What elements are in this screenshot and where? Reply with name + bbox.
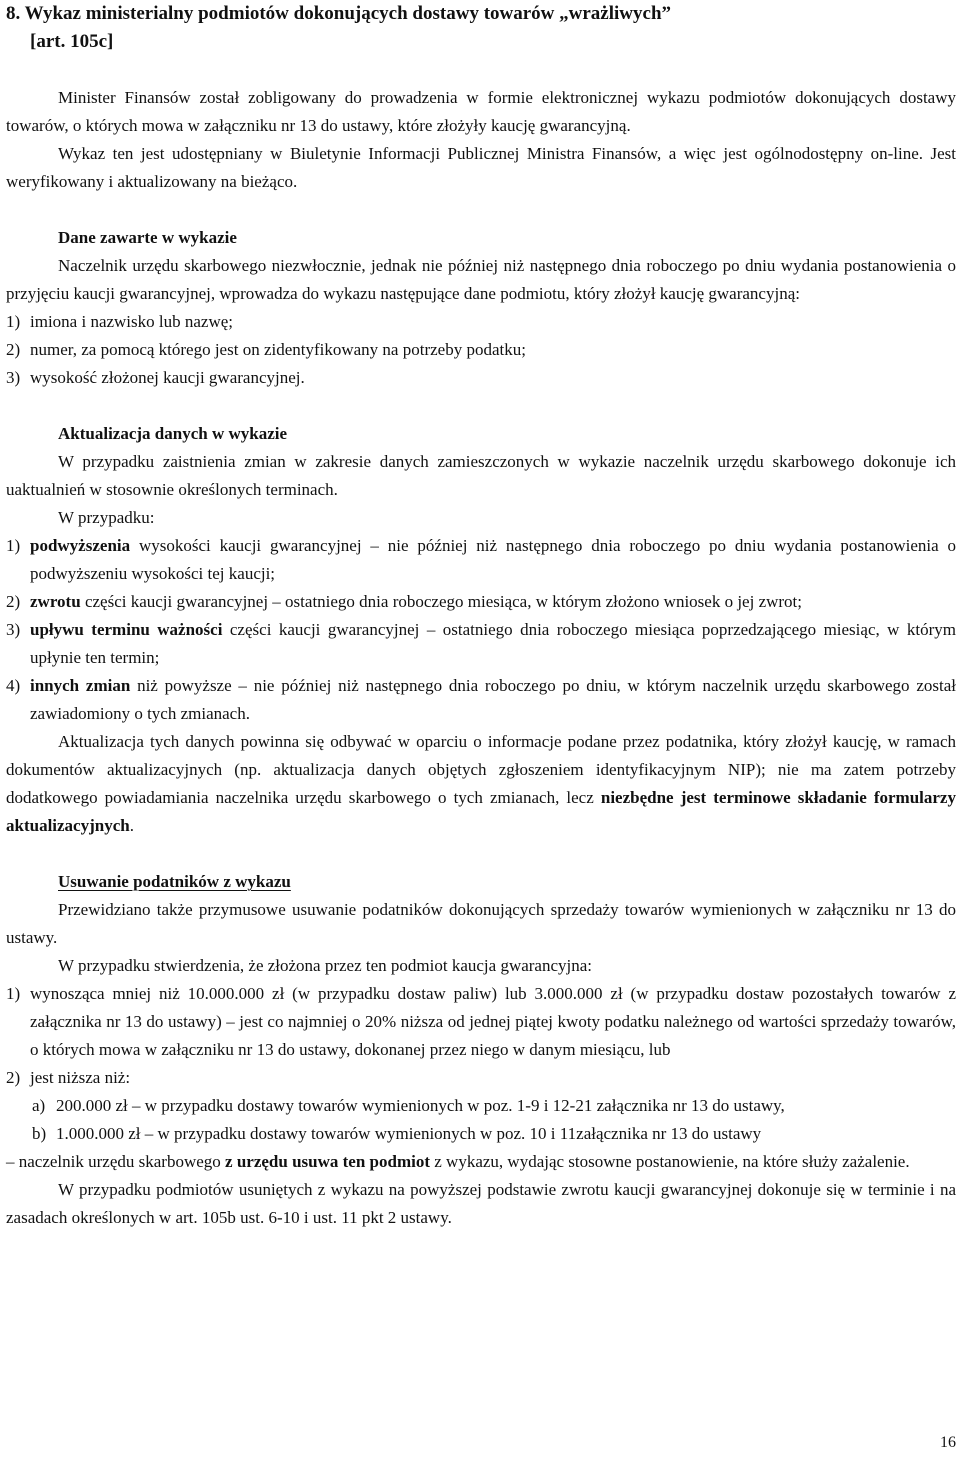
dane-paragraph: Naczelnik urzędu skarbowego niezwłocznie, jednak nie później niż następnego dnia roboczego po dniu wydania postanowienia o przyjęciu kaucji gwarancyjnej, wprowadza do wykazu następujące dane podmiotu, który złożył kaucję gwarancyjną: [6, 256, 956, 303]
aktualizacja-paragraph-1: W przypadku zaistnienia zmian w zakresie danych zamieszczonych w wykazie naczelnik urzędu skarbowego dokonuje ich uaktualnień w stosownie określonych terminach. [6, 452, 956, 499]
usuwanie-paragraph-4: W przypadku podmiotów usuniętych z wykazu na powyższej podstawie zwrotu kaucji gwarancyjnej dokonuje się w terminie i na zasadach określonych w art. 105b ust. 6-10 i ust. 11 pkt 2 ustawy. [6, 1180, 956, 1227]
heading-usuwanie: Usuwanie podatników z wykazu [58, 872, 291, 891]
list-item: 1) podwyższenia wysokości kaucji gwarancyjnej ‒ nie później niż następnego dnia roboczego po dniu wydania postanowienia o podwyższeniu wysokości tej kaucji; [6, 536, 956, 583]
document-page [6, 0, 956, 1232]
aktualizacja-paragraph-2: W przypadku: [58, 508, 155, 527]
section-title [6, 0, 956, 56]
list-item: 1) imiona i nazwisko lub nazwę; [6, 312, 234, 331]
sub-list-item: b) 1.000.000 zł ‒ w przypadku dostawy towarów wymienionych w poz. 10 i 11załącznika nr 13 do ustawy [32, 1124, 762, 1143]
list-item: 1) wynosząca mniej niż 10.000.000 zł (w przypadku dostaw paliw) lub 3.000.000 zł (w przypadku dostaw pozostałych towarów z załącznika nr 13 do ustawy) ‒ jest co najmniej o 20% niższa od jednej piątej kwoty podatku należnego od wartości sprzedaży towarów, o których mowa w załączniku nr 13 do ustawy, dokonanej przez niego w danym miesiącu, lub [6, 984, 956, 1059]
section-title-line1: 8. Wykaz ministerialny podmiotów dokonujących dostawy towarów „wrażliwych” [6, 3, 672, 24]
list-item: 2) numer, za pomocą którego jest on zidentyfikowany na potrzeby podatku; [6, 340, 526, 359]
usuwanie-paragraph-3: ‒ naczelnik urzędu skarbowego z urzędu usuwa ten podmiot z wykazu, wydając stosowne postanowienie, na które służy zażalenie. [6, 1152, 910, 1171]
usuwanie-paragraph-1: Przewidziano także przymusowe usuwanie podatników dokonujących sprzedaży towarów wymienionych w załączniku nr 13 do ustawy. [6, 900, 956, 947]
heading-aktualizacja: Aktualizacja danych w wykazie [58, 424, 288, 443]
section-title-line2: [art. 105c] [30, 31, 114, 52]
aktualizacja-paragraph-3: Aktualizacja tych danych powinna się odbywać w oparciu o informacje podane przez podatnika, który złożył kaucję, w ramach dokumentów aktualizacyjnych (np. aktualizacja danych objętych zgłoszeniem identyfikacyjnym NIP); nie ma zatem potrzeby dodatkowego powiadamiania naczelnika urzędu skarbowego o tych zmianach, lecz niezbędne jest terminowe składanie formularzy aktualizacyjnych. [6, 732, 956, 835]
usuwanie-paragraph-2: W przypadku stwierdzenia, że złożona przez ten podmiot kaucja gwarancyjna: [58, 956, 593, 975]
list-item: 2) jest niższa niż: [6, 1068, 131, 1087]
heading-dane: Dane zawarte w wykazie [58, 228, 237, 247]
intro-paragraph-1: Minister Finansów został zobligowany do prowadzenia w formie elektronicznej wykazu podmiotów dokonujących dostawy towarów, o których mowa w załączniku nr 13 do ustawy, które złożyły kaucję gwarancyjną. [6, 88, 956, 135]
sub-list-item: a) 200.000 zł ‒ w przypadku dostawy towarów wymienionych w poz. 1-9 i 12-21 załącznika nr 13 do ustawy, [32, 1096, 785, 1115]
page-number: 16 [940, 1434, 956, 1451]
list-item: 3) wysokość złożonej kaucji gwarancyjnej. [6, 368, 305, 387]
list-item: 3) upływu terminu ważności części kaucji gwarancyjnej ‒ ostatniego dnia roboczego miesiąca poprzedzającego miesiąc, w którym upłynie ten termin; [6, 620, 956, 667]
list-item: 4) innych zmian niż powyższe ‒ nie później niż następnego dnia roboczego po dniu, w którym naczelnik urzędu skarbowego został zawiadomiony o tych zmianach. [6, 676, 956, 723]
list-item: 2) zwrotu części kaucji gwarancyjnej ‒ ostatniego dnia roboczego miesiąca, w którym złożono wniosek o jej zwrot; [6, 592, 803, 611]
intro-paragraph-2: Wykaz ten jest udostępniany w Biuletynie Informacji Publicznej Ministra Finansów, a więc jest ogólnodostępny on-line. Jest weryfikowany i aktualizowany na bieżąco. [6, 144, 956, 191]
